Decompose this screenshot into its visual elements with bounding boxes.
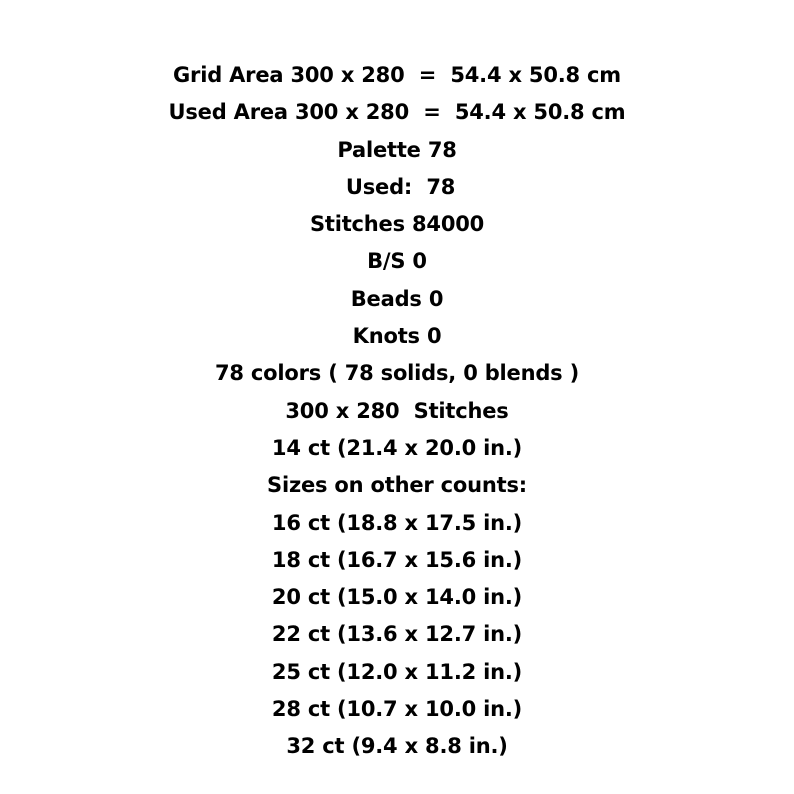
size-20ct-line: 20 ct (15.0 x 14.0 in.) bbox=[271, 585, 523, 610]
stitch-dimensions-line: 300 x 280 Stitches bbox=[285, 398, 509, 423]
backstitch-count-line: B/S 0 bbox=[367, 249, 427, 274]
palette-line: Palette 78 bbox=[337, 137, 457, 162]
used-colors-line: Used: 78 bbox=[338, 174, 456, 199]
size-28ct-line: 28 ct (10.7 x 10.0 in.) bbox=[271, 697, 523, 722]
other-counts-heading: Sizes on other counts: bbox=[267, 473, 527, 498]
pattern-info-sheet bbox=[0, 57, 794, 766]
size-22ct-line: 22 ct (13.6 x 12.7 in.) bbox=[271, 622, 523, 647]
stitches-count-line: Stitches 84000 bbox=[309, 212, 485, 237]
grid-area-line: Grid Area 300 x 280 = 54.4 x 50.8 cm bbox=[173, 63, 621, 87]
size-14ct-line: 14 ct (21.4 x 20.0 in.) bbox=[271, 435, 523, 460]
size-25ct-line: 25 ct (12.0 x 11.2 in.) bbox=[271, 659, 523, 684]
size-32ct-line: 32 ct (9.4 x 8.8 in.) bbox=[286, 734, 508, 759]
size-18ct-line: 18 ct (16.7 x 15.6 in.) bbox=[271, 547, 523, 572]
used-area-line: Used Area 300 x 280 = 54.4 x 50.8 cm bbox=[168, 100, 626, 125]
knots-count-line: Knots 0 bbox=[352, 324, 442, 349]
colors-summary-line: 78 colors ( 78 solids, 0 blends ) bbox=[215, 361, 579, 386]
beads-count-line: Beads 0 bbox=[350, 286, 444, 311]
size-16ct-line: 16 ct (18.8 x 17.5 in.) bbox=[271, 510, 523, 535]
